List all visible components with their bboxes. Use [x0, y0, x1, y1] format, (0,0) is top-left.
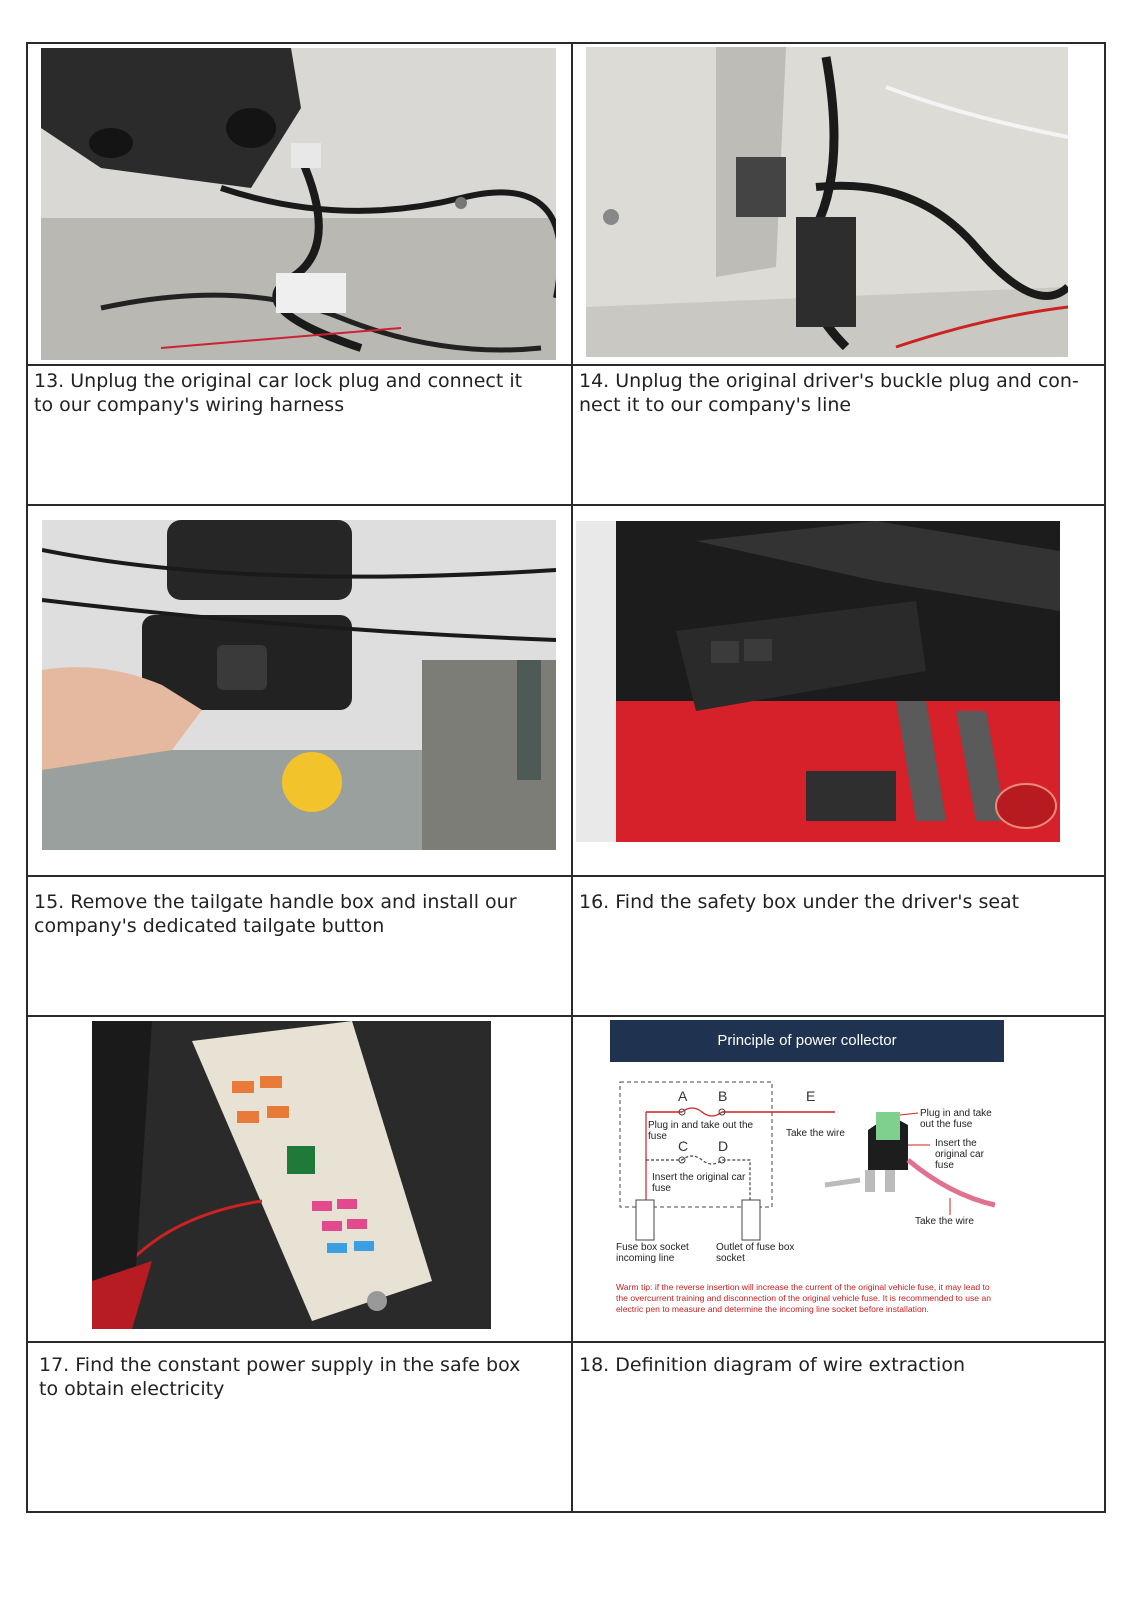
- row-divider: [28, 1341, 1104, 1343]
- row-divider: [28, 1015, 1104, 1017]
- caption-step-18: 18. Definition diagram of wire extraction: [579, 1354, 965, 1376]
- caption-step-16: 16. Find the safety box under the driver's seat: [579, 891, 1020, 913]
- photo-dashboard-safety-box: [576, 521, 1060, 842]
- label-insert-original-right: Insert the original car fuse: [935, 1138, 984, 1171]
- diagram-letter-d: D: [718, 1138, 729, 1154]
- label-take-wire-right: Take the wire: [915, 1216, 974, 1227]
- caption-step-14: 14. Unplug the original driver's buckle plug and con- nect it to our company's line: [579, 370, 1079, 416]
- warm-tip: Warm tip: if the reverse insertion will increase the current of the original vehicle fuse, it may lead to the overcurrent training and disconnection of the original vehicle fuse. It is recommended to use an electric pen to measure and determine the incoming line socket before installation.: [616, 1282, 991, 1314]
- column-divider: [571, 44, 573, 1511]
- label-socket-incoming: Fuse box socket incoming line: [616, 1242, 689, 1264]
- label-plug-take-fuse: Plug in and take out the fuse: [648, 1120, 754, 1142]
- label-socket-outlet: Outlet of fuse box socket: [716, 1242, 795, 1264]
- diagram-letter-e: E: [806, 1088, 816, 1104]
- row-divider: [28, 875, 1104, 877]
- caption-step-13: 13. Unplug the original car lock plug and connect it to our company's wiring harness: [34, 370, 523, 416]
- diagram-letter-c: C: [678, 1138, 689, 1154]
- power-collector-diagram: [610, 1020, 1004, 1330]
- diagram-letter-a: A: [678, 1088, 688, 1104]
- row-divider: [28, 504, 1104, 506]
- photo-tailgate-button: [42, 520, 556, 850]
- photo-buckle-plug: [586, 47, 1068, 357]
- diagram-letter-b: B: [718, 1088, 728, 1104]
- label-take-wire: Take the wire: [786, 1128, 845, 1139]
- label-insert-original-fuse: Insert the original car fuse: [652, 1172, 746, 1194]
- caption-step-17: 17. Find the constant power supply in the safe box to obtain electricity: [39, 1354, 521, 1400]
- photo-lock-harness: [41, 48, 556, 360]
- label-plug-take-fuse-right: Plug in and take out the fuse: [920, 1108, 992, 1130]
- caption-step-15: 15. Remove the tailgate handle box and install our company's dedicated tailgate button: [34, 891, 517, 937]
- row-divider: [28, 364, 1104, 366]
- photo-fuse-box: [92, 1021, 491, 1329]
- diagram-title: Principle of power collector: [610, 1020, 1004, 1062]
